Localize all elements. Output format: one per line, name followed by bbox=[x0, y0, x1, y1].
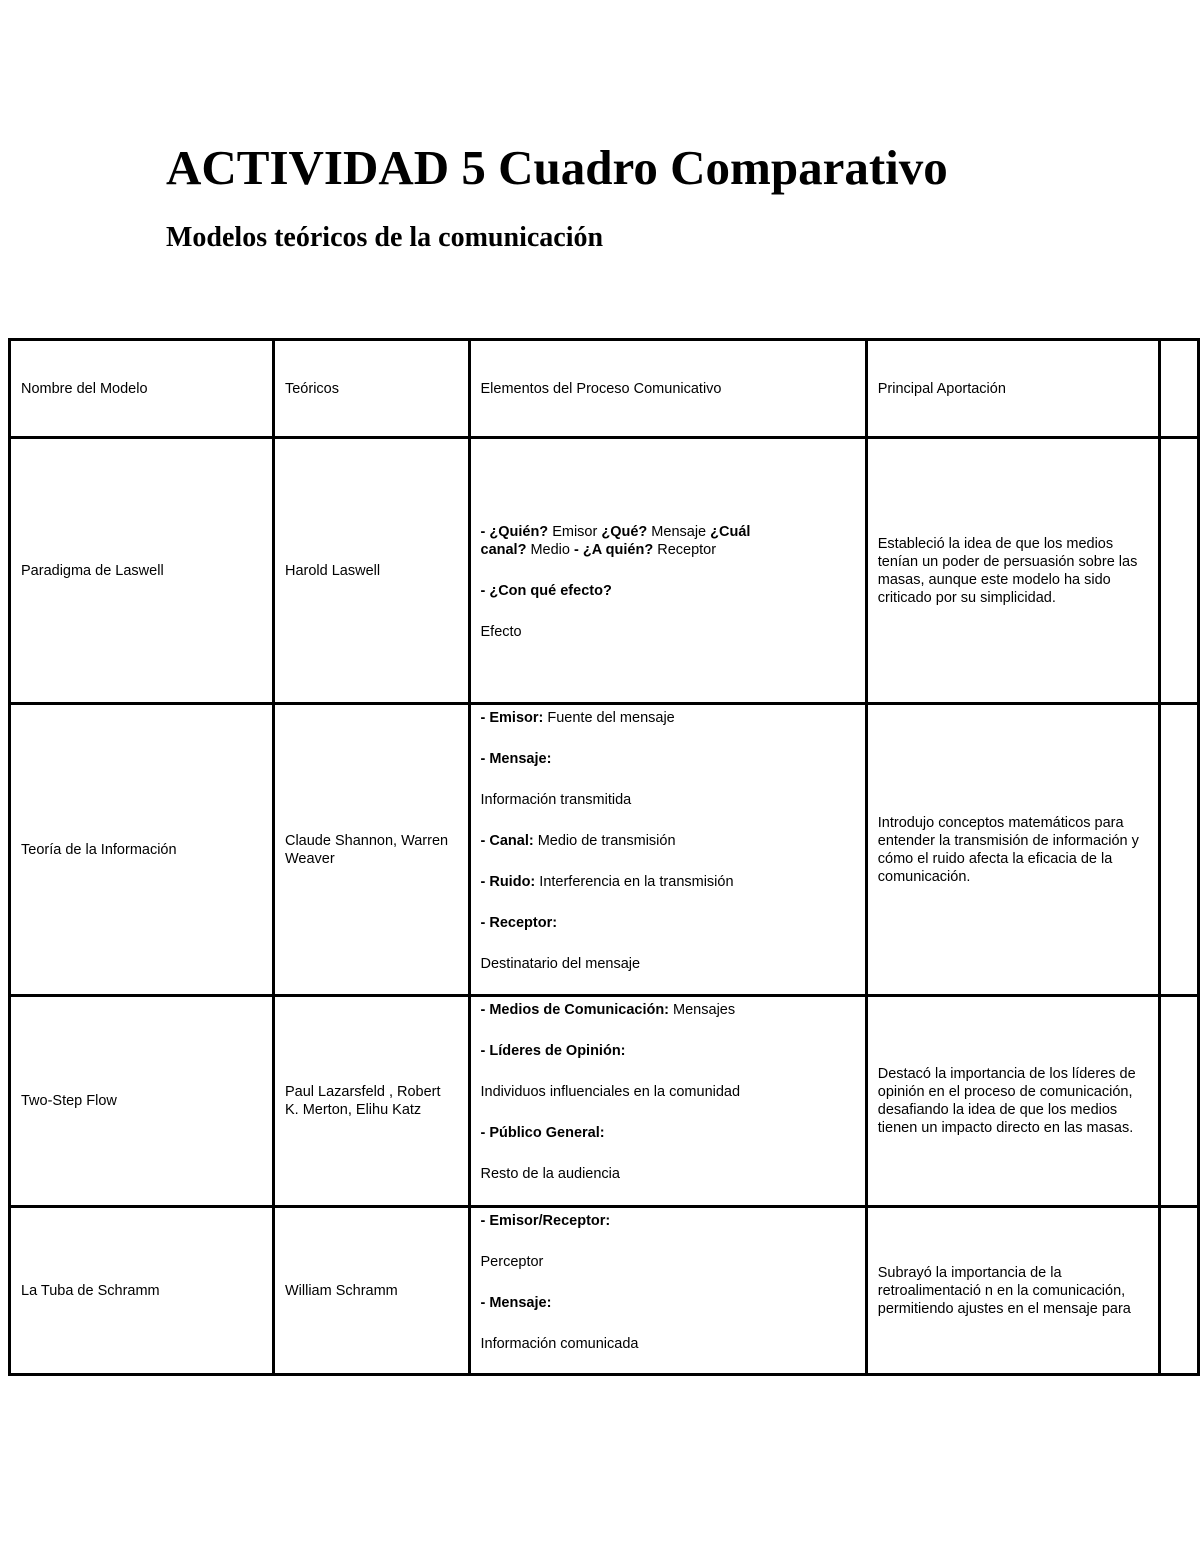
row-model: Teoría de la Información bbox=[10, 704, 274, 996]
row-extra-cell bbox=[1159, 996, 1198, 1207]
table-header-row bbox=[10, 340, 1199, 438]
elements-line: Información transmitida bbox=[480, 792, 632, 808]
row-contribution: Destacó la importancia de los líderes de opinión en el proceso de comunicación, desafiando la idea de que los medios tienen un impacto directo en las masas. bbox=[866, 996, 1159, 1207]
elements-line: - Medios de Comunicación: Mensajes bbox=[480, 1002, 736, 1018]
elements-line: - Ruido: Interferencia en la transmisión bbox=[480, 874, 734, 890]
elements-line: Destinatario del mensaje bbox=[480, 956, 641, 972]
row-elements bbox=[469, 1207, 866, 1375]
row-elements bbox=[469, 996, 866, 1207]
elements-line: - ¿Quién? Emisor ¿Qué? Mensaje ¿Cuál bbox=[480, 523, 751, 540]
row-theorists: Harold Laswell bbox=[273, 438, 469, 704]
elements-line: - Líderes de Opinión: bbox=[480, 1043, 626, 1059]
row-model: Two-Step Flow bbox=[10, 996, 274, 1207]
elements-line: - ¿Con qué efecto? bbox=[480, 582, 612, 599]
document-subtitle: Modelos teóricos de la comunicación bbox=[166, 222, 604, 253]
table-row bbox=[10, 1207, 1199, 1375]
elements-line: Individuos influenciales en la comunidad bbox=[480, 1084, 741, 1100]
elements-line: - Receptor: bbox=[480, 915, 558, 931]
table-row bbox=[10, 438, 1199, 704]
header-contribution: Principal Aportación bbox=[866, 340, 1159, 438]
elements-line: Efecto bbox=[480, 623, 522, 640]
elements-line: Resto de la audiencia bbox=[480, 1166, 620, 1182]
header-theorists: Teóricos bbox=[273, 340, 469, 438]
document-title: ACTIVIDAD 5 Cuadro Comparativo bbox=[166, 140, 948, 195]
row-theorists: Claude Shannon, Warren Weaver bbox=[273, 704, 469, 996]
table-row bbox=[10, 996, 1199, 1207]
row-contribution: Estableció la idea de que los medios tenían un poder de persuasión sobre las masas, aunque este modelo ha sido criticado por su simplicidad. bbox=[866, 438, 1159, 704]
header-elements: Elementos del Proceso Comunicativo bbox=[469, 340, 866, 438]
row-elements bbox=[469, 704, 866, 996]
comparison-table bbox=[8, 338, 1200, 1376]
header-extra-cell bbox=[1159, 340, 1198, 438]
row-extra-cell bbox=[1159, 1207, 1198, 1375]
header-model: Nombre del Modelo bbox=[10, 340, 274, 438]
row-extra-cell bbox=[1159, 704, 1198, 996]
elements-line: canal? Medio - ¿A quién? Receptor bbox=[480, 541, 717, 558]
elements-line: - Emisor/Receptor: bbox=[480, 1213, 611, 1229]
table-row bbox=[10, 704, 1199, 996]
row-theorists: William Schramm bbox=[273, 1207, 469, 1375]
elements-line: - Mensaje: bbox=[480, 751, 552, 767]
row-contribution: Introdujo conceptos matemáticos para entender la transmisión de información y cómo el ruido afecta la eficacia de la comunicación. bbox=[866, 704, 1159, 996]
row-model: La Tuba de Schramm bbox=[10, 1207, 274, 1375]
row-elements bbox=[469, 438, 866, 704]
row-model: Paradigma de Laswell bbox=[10, 438, 274, 704]
elements-line: Perceptor bbox=[480, 1254, 544, 1270]
elements-line: - Mensaje: bbox=[480, 1295, 552, 1311]
elements-line: - Público General: bbox=[480, 1125, 605, 1141]
elements-line: - Emisor: Fuente del mensaje bbox=[480, 710, 675, 726]
row-extra-cell bbox=[1159, 438, 1198, 704]
elements-line: Información comunicada bbox=[480, 1336, 639, 1352]
row-theorists: Paul Lazarsfeld , Robert K. Merton, Elihu Katz bbox=[273, 996, 469, 1207]
elements-line: - Canal: Medio de transmisión bbox=[480, 833, 676, 849]
row-contribution: Subrayó la importancia de la retroalimentació n en la comunicación, permitiendo ajustes en el mensaje para bbox=[866, 1207, 1159, 1375]
